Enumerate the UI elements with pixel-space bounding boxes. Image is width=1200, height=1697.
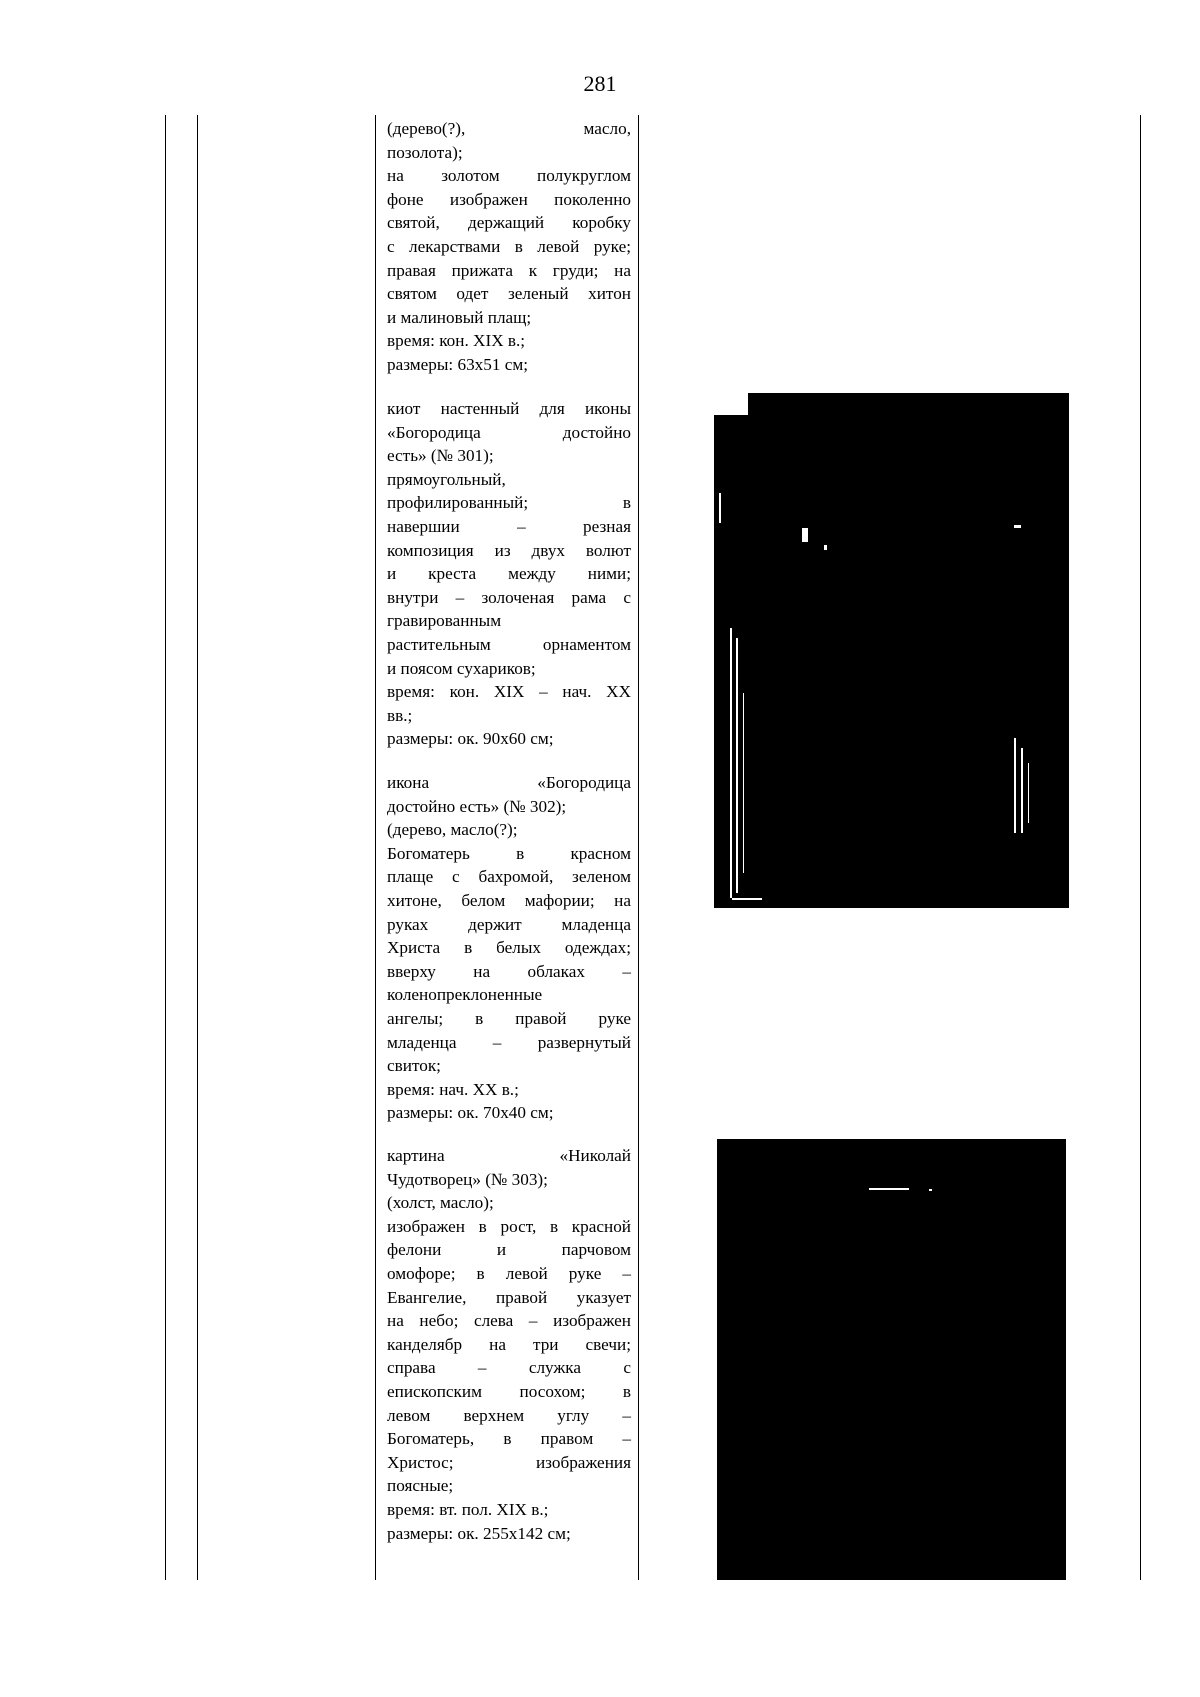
entry-line: хитоне, белом мафории; на — [387, 890, 631, 910]
photo-frame-edge — [743, 693, 744, 873]
entry-line: правая прижата к груди; на — [387, 260, 631, 280]
photo-frame-edge — [736, 638, 738, 893]
entry-line: на небо; слева – изображен — [387, 1311, 631, 1331]
entry-line: левом верхнем углу – — [387, 1405, 631, 1425]
entry-line: время: нач. XX в.; — [387, 1079, 519, 1099]
entry-line: ангелы; в правой руке — [387, 1008, 631, 1028]
entry-line: композиция из двух волют — [387, 540, 631, 560]
entry-line: и поясом сухариков; — [387, 658, 536, 678]
icon-case-photo — [714, 393, 1069, 908]
photo-frame-edge — [1021, 748, 1023, 833]
table-border-text-left — [375, 115, 376, 1580]
entry-line: гравированным — [387, 611, 502, 631]
photo-frame-edge — [732, 898, 762, 900]
entry-line: есть» (№ 301); — [387, 446, 494, 466]
entry-line: Богоматерь в красном — [387, 843, 631, 863]
photo-speck — [802, 528, 808, 542]
entry-line: Христос; изображения — [387, 1452, 631, 1472]
entry-line: растительным орнаментом — [387, 634, 631, 654]
entry-line: размеры: ок. 255х142 см; — [387, 1523, 571, 1543]
entry-line: икона «Богородица — [387, 773, 631, 792]
entry-line: омофоре; в левой руке – — [387, 1263, 631, 1283]
entry-line: канделябр на три свечи; — [387, 1334, 631, 1354]
entry-line: руках держит младенца — [387, 914, 631, 934]
entry-line: размеры: ок. 70х40 см; — [387, 1103, 554, 1123]
entry-line: (дерево(?), масло, — [387, 119, 631, 138]
entry-line: вверху на облаках – — [387, 961, 631, 981]
entry-line: прямоугольный, — [387, 469, 506, 489]
entry-line: Богоматерь, в правом – — [387, 1429, 631, 1449]
entry-line: Евангелие, правой указует — [387, 1287, 631, 1307]
entry-line: фелони и парчовом — [387, 1240, 631, 1260]
entry-line: киот настенный для иконы — [387, 399, 631, 418]
entry-line: время: вт. пол. XIX в.; — [387, 1499, 549, 1519]
photo-speck — [1014, 525, 1021, 528]
photo-speck — [824, 545, 827, 550]
photo-corner-highlight — [714, 393, 748, 415]
table-border-left-inner — [197, 115, 198, 1580]
entry-line: размеры: ок. 90х60 см; — [387, 729, 554, 749]
entry-line: «Богородица достойно — [387, 422, 631, 442]
entry-line: святом одет зеленый хитон — [387, 284, 631, 304]
entry-line: время: кон. XIX в.; — [387, 331, 526, 351]
entry-line: младенца – развернутый — [387, 1032, 631, 1052]
table-border-text-right — [638, 115, 639, 1580]
photo-frame-edge — [1028, 763, 1029, 823]
entry-line: плаще с бахромой, зеленом — [387, 867, 631, 887]
entry-line: и малиновый плащ; — [387, 307, 532, 327]
entry-line: вв.; — [387, 705, 413, 725]
entry-line: картина «Николай — [387, 1146, 631, 1165]
entry-line: поясные; — [387, 1476, 454, 1496]
entry-item-2 — [387, 397, 631, 751]
entry-line: с лекарствами в левой руке; — [387, 236, 631, 256]
page-number: 281 — [583, 71, 617, 96]
entry-line: справа – служка с — [387, 1358, 631, 1378]
entry-line: изображен в рост, в красной — [387, 1216, 631, 1236]
entry-line: свиток; — [387, 1056, 441, 1076]
entry-item-3 — [387, 771, 631, 1125]
entry-line: коленопреклоненные — [387, 985, 543, 1005]
entry-line: позолота); — [387, 142, 463, 162]
photo-speck — [869, 1188, 909, 1190]
entry-line: Христа в белых одеждах; — [387, 938, 631, 958]
entry-line: епископским посохом; в — [387, 1381, 631, 1401]
table-border-left-outer — [165, 115, 166, 1580]
entry-line: фоне изображен поколенно — [387, 189, 631, 209]
table-border-right — [1140, 115, 1141, 1580]
photo-speck — [929, 1189, 932, 1191]
entry-line: профилированный; в — [387, 493, 631, 513]
entry-line: навершии – резная — [387, 516, 631, 536]
painting-photo — [717, 1139, 1066, 1580]
photo-frame-edge — [730, 628, 732, 898]
entry-line: время: кон. XIX – нач. XX — [387, 682, 631, 702]
entry-line: достойно есть» (№ 302); — [387, 796, 567, 816]
entry-line: (холст, масло); — [387, 1193, 494, 1213]
entry-item-4 — [387, 1144, 631, 1545]
entry-line: святой, держащий коробку — [387, 213, 631, 233]
entry-line: внутри – золоченая рама с — [387, 587, 631, 607]
entry-line: на золотом полукруглом — [387, 166, 631, 186]
entry-line: (дерево, масло(?); — [387, 820, 518, 840]
entry-line: Чудотворец» (№ 303); — [387, 1169, 548, 1189]
photo-frame-edge — [719, 493, 721, 523]
entry-line: и креста между ними; — [387, 564, 631, 584]
photo-frame-edge — [1014, 738, 1016, 833]
entry-item-1 — [387, 117, 631, 377]
entry-line: размеры: 63х51 см; — [387, 354, 529, 374]
